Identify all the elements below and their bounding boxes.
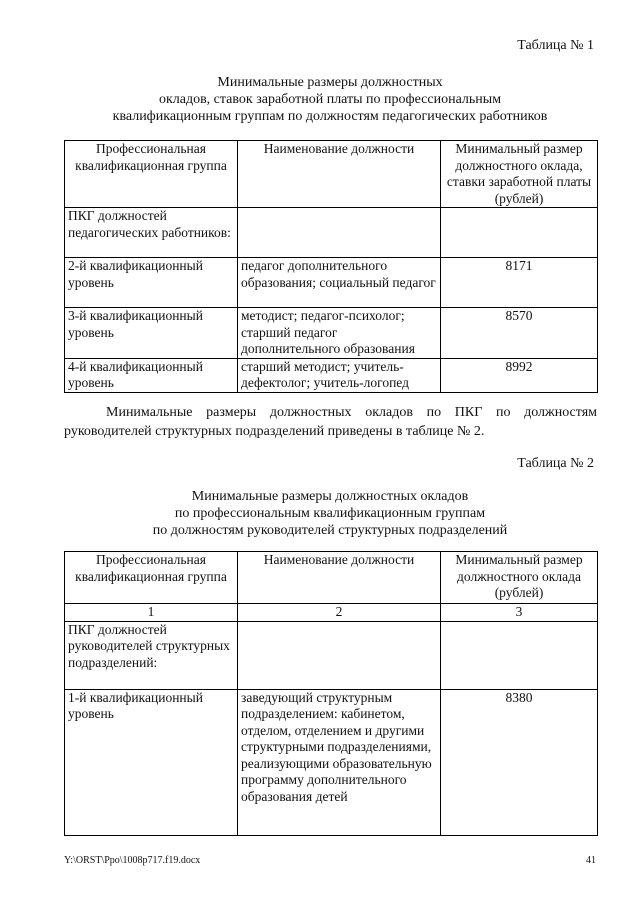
row-group: 1-й квалификационный уровень bbox=[65, 689, 238, 835]
table-row bbox=[65, 258, 598, 308]
row-position: методист; педагог-психолог; старший педагог дополнительного образования bbox=[238, 308, 441, 359]
row-salary: 8570 bbox=[441, 308, 598, 359]
row-position bbox=[238, 621, 441, 689]
column-number: 3 bbox=[441, 604, 598, 622]
body-paragraph: Минимальные размеры должностных окладов по ПКГ по должностям руководителей структурных подразделений приведены в таблице № 2. bbox=[64, 405, 597, 439]
column-number: 2 bbox=[238, 604, 441, 622]
table2-number-row bbox=[65, 604, 598, 622]
row-position: старший методист; учитель-дефектолог; учитель-логопед bbox=[238, 358, 441, 392]
footer-page-number: 41 bbox=[586, 855, 596, 866]
table2-header-row bbox=[65, 552, 598, 604]
table2-label: Таблица № 2 bbox=[517, 456, 594, 471]
row-group: ПКГ должностей педагогических работников: bbox=[65, 208, 238, 258]
table2-header-position: Наименование должности bbox=[238, 552, 441, 604]
row-group: 4-й квалификационный уровень bbox=[65, 358, 238, 392]
table1-header-salary: Минимальный размер должностного оклада, ставки заработной платы (рублей) bbox=[441, 141, 598, 208]
row-salary: 8171 bbox=[441, 258, 598, 308]
row-position: педагог дополнительного образования; социальный педагог bbox=[238, 258, 441, 308]
table-row bbox=[65, 621, 598, 689]
row-group: ПКГ должностей руководителей структурных подразделений: bbox=[65, 621, 238, 689]
row-salary: 8380 bbox=[441, 689, 598, 835]
table1-header-row bbox=[65, 141, 598, 208]
table-row bbox=[65, 308, 598, 359]
table1-header-position: Наименование должности bbox=[238, 141, 441, 208]
table1-title-line: Минимальные размеры должностных bbox=[217, 75, 443, 90]
row-group: 2-й квалификационный уровень bbox=[65, 258, 238, 308]
row-group: 3-й квалификационный уровень bbox=[65, 308, 238, 359]
row-position bbox=[238, 208, 441, 258]
table1-title bbox=[60, 74, 600, 125]
table1-label: Таблица № 1 bbox=[517, 38, 594, 53]
table-row bbox=[65, 208, 598, 258]
table2-title-line: Минимальные размеры должностных окладов bbox=[191, 489, 469, 504]
table1-title-line: квалификационным группам по должностям педагогических работников bbox=[112, 109, 548, 124]
row-salary: 8992 bbox=[441, 358, 598, 392]
table1-header-group: Профессиональная квалификационная группа bbox=[65, 141, 238, 208]
table2-header-group: Профессиональная квалификационная группа bbox=[65, 552, 238, 604]
table2-title-line: по профессиональным квалификационным группам bbox=[174, 506, 486, 521]
table-row bbox=[65, 358, 598, 392]
table1-title-line: окладов, ставок заработной платы по профессиональным bbox=[158, 92, 502, 107]
row-salary bbox=[441, 621, 598, 689]
column-number: 1 bbox=[65, 604, 238, 622]
table1 bbox=[64, 140, 598, 393]
table2-header-salary: Минимальный размер должностного оклада (рублей) bbox=[441, 552, 598, 604]
table2 bbox=[64, 551, 598, 836]
table-row bbox=[65, 689, 598, 835]
table2-title bbox=[60, 488, 600, 539]
row-position: заведующий структурным подразделением: кабинетом, отделом, отделением и другими структурными подразделениями, реализующими образовательную программу дополнительного образования детей bbox=[238, 689, 441, 835]
table2-title-line: по должностям руководителей структурных подразделений bbox=[152, 523, 508, 538]
row-salary bbox=[441, 208, 598, 258]
footer-file-path: Y:\ORST\Ppo\1008p717.f19.docx bbox=[64, 855, 201, 866]
